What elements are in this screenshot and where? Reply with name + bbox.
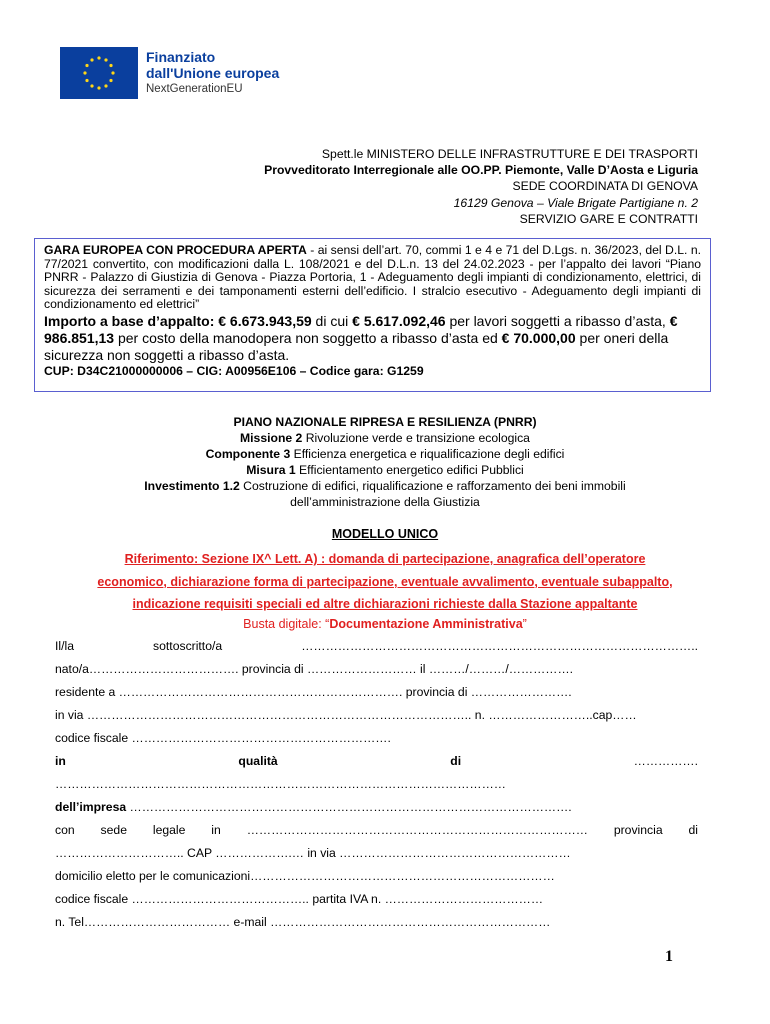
amount-labour: € 986.851,13: [44, 312, 678, 346]
reference-line2: economico, dichiarazione forma di partecipazione, eventuale avvalimento, eventuale subappalto,: [97, 574, 673, 589]
envelope-prefix: Busta digitale: “: [243, 617, 330, 631]
reference-line3: indicazione requisiti speciali ed altre dichiarazioni richieste dalla Stazione appaltante: [132, 597, 638, 611]
envelope-suffix: ”: [522, 617, 527, 631]
label-sede: sede: [100, 823, 127, 837]
field-signatory[interactable]: [55, 639, 698, 653]
field-birth[interactable]: nato/a………………………………. provincia di ……………………… il ………/………/…………….: [55, 662, 574, 676]
pnrr-block: [60, 414, 710, 510]
label-provincia: provincia: [613, 823, 663, 837]
signatory-name-dots[interactable]: ……………………………………………………………………………………..: [301, 639, 698, 653]
addressee-line1: Spett.le MINISTERO DELLE INFRASTRUTTURE E DEI TRASPORTI: [321, 147, 698, 161]
eu-funding-logo: [60, 45, 279, 100]
tender-title: GARA EUROPEA CON PROCEDURA APERTA: [44, 243, 307, 257]
field-qualita[interactable]: [55, 754, 698, 768]
investimento-text: Costruzione di edifici, riqualificazione e rafforzamento dei beni immobili: [239, 479, 626, 493]
reference-line1: Riferimento: Sezione IX^ Lett. A) : domanda di partecipazione, anagrafica dell’operatore: [124, 552, 646, 566]
field-residence[interactable]: residente a ……………………………………………………………. provincia di …………………….: [55, 685, 572, 699]
form-title: MODELLO UNICO: [331, 527, 439, 541]
amount-safety: € 70.000,00: [501, 329, 576, 346]
tender-amount: [44, 313, 701, 364]
amount-works: € 5.617.092,46: [352, 312, 446, 329]
tender-box: [34, 238, 711, 392]
company-dots[interactable]: ……………………………………………………………………………………………….: [126, 800, 572, 814]
missione-label: Missione 2: [240, 431, 303, 445]
label-il-la: Il/la: [55, 639, 74, 653]
digital-envelope: [0, 617, 770, 631]
envelope-name: Documentazione Amministrativa: [329, 617, 523, 631]
tender-description: [44, 244, 701, 312]
amount-base: Importo a base d’appalto: € 6.673.943,59: [44, 312, 312, 329]
label-di-seat: di: [688, 823, 698, 837]
missione-text: Rivoluzione verde e transizione ecologica: [302, 431, 530, 445]
amount-text-4: per oneri della sicurezza non soggetti a ribasso d’asta.: [44, 329, 669, 363]
misura-text: Efficientamento energetico edifici Pubblici: [295, 463, 524, 477]
field-street[interactable]: in via ………………………………………………………………………………….. n. ……………………..cap……: [55, 708, 637, 722]
reference-section: [20, 548, 750, 616]
tender-text: - ai sensi dell’art. 70, commi 1 e 4 e 71 del D.Lgs. n. 36/2023, del D.L. n. 77/2021 convertito, con modificazioni dalla L. 108/2021 e del D.L.n. 13 del 24.02.2023 - per l’appalto dei lavori “Piano PNRR - Palazzo di Giustizia di Genova - Piazza Portoria, 1 - Adeguamento degli impianti di condizionamento, elettrici, di sicurezza dei serramenti e dei tamponamenti esterni dell’edificio. I stralcio esecutivo - Adeguamento degli impianti di condizionamento ed elettrici”: [44, 243, 701, 312]
eu-flag-icon: [60, 47, 138, 99]
pnrr-investimento: [60, 478, 710, 494]
page-number: 1: [665, 948, 673, 965]
label-con: con: [55, 823, 75, 837]
pnrr-missione: [60, 430, 710, 446]
label-in-seat: in: [211, 823, 221, 837]
label-qualita: qualità: [238, 754, 278, 768]
logo-text-line3: NextGenerationEU: [146, 82, 243, 95]
qualita-dots[interactable]: …………….: [633, 754, 698, 768]
pnrr-misura: [60, 462, 710, 478]
addressee-line4: 16129 Genova – Viale Brigate Partigiane n. 2: [453, 195, 698, 210]
amount-text-3: per costo della manodopera non soggetto a ribasso d’asta ed: [114, 329, 502, 346]
label-legale: legale: [152, 823, 186, 837]
tender-codes: CUP: D34C21000000006 – CIG: A00956E106 – Codice gara: G1259: [44, 363, 424, 378]
field-qualita-cont[interactable]: …………………………………………………………………………………………………: [55, 777, 506, 791]
label-sottoscritto: sottoscritto/a: [153, 639, 223, 653]
field-company[interactable]: [55, 800, 698, 814]
legal-seat-dots[interactable]: …………………………………………………………………………: [246, 823, 588, 837]
componente-text: Efficienza energetica e riqualificazione degli edifici: [290, 447, 565, 461]
misura-label: Misura 1: [246, 463, 296, 477]
amount-text-1: di cui: [311, 312, 353, 329]
investimento-label: Investimento 1.2: [144, 479, 240, 493]
logo-text-line1: Finanziato: [146, 48, 216, 65]
field-tax-code[interactable]: codice fiscale ……………………………………………………….: [55, 731, 391, 745]
amount-text-2: per lavori soggetti a ribasso d’asta,: [445, 312, 670, 329]
addressee-line5: SERVIZIO GARE E CONTRATTI: [519, 211, 698, 226]
pnrr-investimento-cont: dell’amministrazione della Giustizia: [290, 495, 480, 509]
field-domicile[interactable]: domicilio eletto per le comunicazioni…………………………………………………………………: [55, 869, 555, 883]
addressee-line2: Provveditorato Interregionale alle OO.PP. Piemonte, Valle D’Aosta e Liguria: [264, 163, 698, 178]
label-di: di: [450, 754, 462, 768]
pnrr-title: PIANO NAZIONALE RIPRESA E RESILIENZA (PNRR): [233, 415, 537, 429]
logo-text-line2: dall'Unione europea: [146, 64, 280, 81]
addressee-line3: SEDE COORDINATA DI GENOVA: [512, 179, 698, 194]
pnrr-componente: [60, 446, 710, 462]
label-in: in: [55, 754, 66, 768]
addressee-block: [264, 146, 698, 227]
field-contacts[interactable]: n. Tel……………………………… e-mail ……………………………………………………………: [55, 915, 551, 929]
label-impresa: dell’impresa: [55, 800, 127, 814]
field-cap-street[interactable]: ………………………….. CAP ……………….… in via …………………………………………………: [55, 846, 571, 860]
field-company-tax[interactable]: codice fiscale …………………………………….. partita IVA n. …………………………………: [55, 892, 544, 906]
componente-label: Componente 3: [205, 447, 291, 461]
field-legal-seat[interactable]: [55, 823, 698, 837]
